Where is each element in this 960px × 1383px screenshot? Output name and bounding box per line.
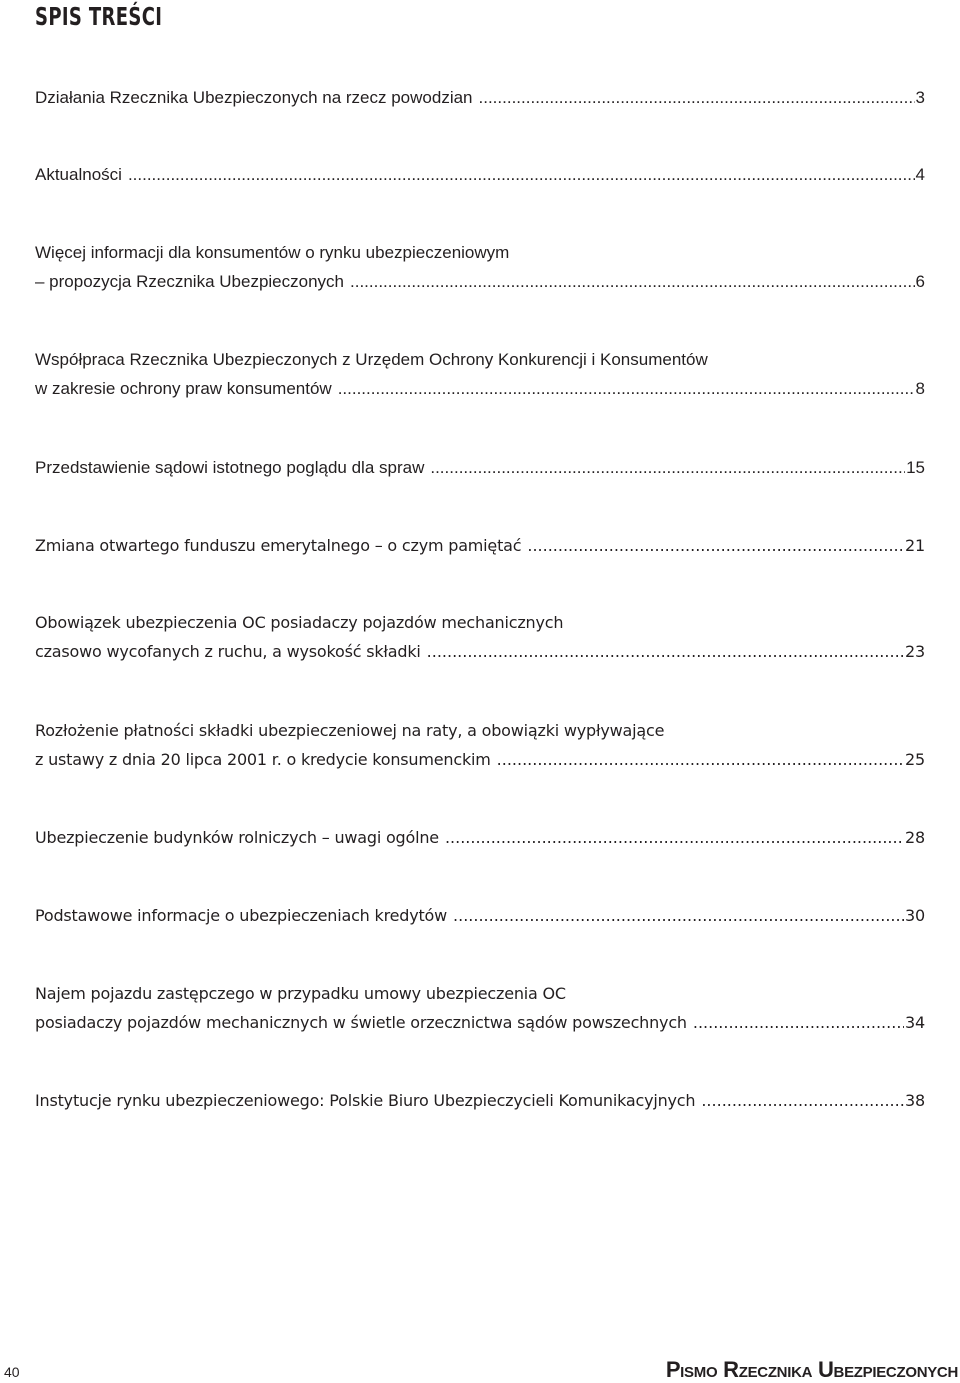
toc-entry-line xyxy=(35,345,925,374)
toc-entry-title: Zmiana otwartego funduszu emerytalnego – o czym pamiętać xyxy=(35,536,522,555)
toc-entry-line xyxy=(35,745,925,774)
toc-entry[interactable] xyxy=(35,1086,925,1115)
toc-page-number: 28 xyxy=(905,828,925,847)
dot-leader xyxy=(497,745,904,774)
dot-leader xyxy=(693,1008,904,1037)
dot-leader xyxy=(128,160,915,189)
dot-leader xyxy=(479,83,915,112)
toc-entry-title: Przedstawienie sądowi istotnego poglądu dla spraw xyxy=(35,458,425,477)
toc-entry[interactable] xyxy=(35,453,925,482)
toc-entry-line xyxy=(35,901,925,930)
toc-entry-line xyxy=(35,453,925,482)
toc-entry[interactable] xyxy=(35,345,925,403)
dot-leader xyxy=(427,637,904,666)
toc-entry-line xyxy=(35,160,925,189)
toc-page-number: 4 xyxy=(915,165,925,184)
toc-entry-title: Ubezpieczenie budynków rolniczych – uwagi ogólne xyxy=(35,828,439,847)
toc-entry-line xyxy=(35,979,925,1008)
toc-entry-line xyxy=(35,1008,925,1037)
toc-entry-title: Działania Rzecznika Ubezpieczonych na rzecz powodzian xyxy=(35,88,473,107)
toc-page-number: 25 xyxy=(905,750,925,769)
toc-entry-title: Instytucje rynku ubezpieczeniowego: Polskie Biuro Ubezpieczycieli Komunikacyjnych xyxy=(35,1091,696,1110)
toc-page-number: 34 xyxy=(905,1013,925,1032)
footer-publication-title: Pismo Rzecznika Ubezpieczonych xyxy=(665,1357,958,1382)
toc-entry-title: Więcej informacji dla konsumentów o rynku ubezpieczeniowym xyxy=(35,243,510,262)
toc-page-number: 6 xyxy=(915,272,925,291)
toc-page-number: 3 xyxy=(915,88,925,107)
dot-leader xyxy=(453,901,904,930)
toc-entry-line xyxy=(35,267,925,296)
toc-page-number: 15 xyxy=(906,458,925,477)
toc-entry-line xyxy=(35,637,925,666)
toc-page-number: 23 xyxy=(905,642,925,661)
toc-entry[interactable] xyxy=(35,160,925,189)
toc-entry[interactable] xyxy=(35,238,925,296)
toc-entry[interactable] xyxy=(35,716,925,774)
toc-entry-line xyxy=(35,1086,925,1115)
toc-page-number: 30 xyxy=(905,906,925,925)
toc-entry-line xyxy=(35,83,925,112)
toc-entry-title: Współpraca Rzecznika Ubezpieczonych z Urzędem Ochrony Konkurencji i Konsumentów xyxy=(35,350,708,369)
page-title: SPIS TREŚCI xyxy=(35,2,163,31)
toc-entry[interactable] xyxy=(35,531,925,560)
toc-entry-title: Obowiązek ubezpieczenia OC posiadaczy pojazdów mechanicznych xyxy=(35,613,564,632)
toc-entry-line xyxy=(35,238,925,267)
toc-entry-title: Najem pojazdu zastępczego w przypadku umowy ubezpieczenia OC xyxy=(35,984,566,1003)
toc-entry-title: Rozłożenie płatności składki ubezpieczeniowej na raty, a obowiązki wypływające xyxy=(35,721,665,740)
dot-leader xyxy=(350,267,915,296)
toc-entry-line xyxy=(35,608,925,637)
toc-entry[interactable] xyxy=(35,823,925,852)
dot-leader xyxy=(430,453,905,482)
toc-entry-title-continued: – propozycja Rzecznika Ubezpieczonych xyxy=(35,272,344,291)
toc-entry-line xyxy=(35,716,925,745)
toc-entry-title-continued: w zakresie ochrony praw konsumentów xyxy=(35,379,332,398)
toc-entry[interactable] xyxy=(35,901,925,930)
toc-page-number: 21 xyxy=(905,536,925,555)
toc-entry-line xyxy=(35,531,925,560)
toc-entry-title-continued: czasowo wycofanych z ruchu, a wysokość składki xyxy=(35,642,421,661)
dot-leader xyxy=(445,823,904,852)
toc-entry-title: Aktualności xyxy=(35,165,122,184)
dot-leader xyxy=(527,531,904,560)
toc-page-number: 8 xyxy=(915,379,925,398)
toc-entry[interactable] xyxy=(35,83,925,112)
toc-entry-line xyxy=(35,823,925,852)
toc-entry-line xyxy=(35,374,925,403)
toc-page-number: 38 xyxy=(905,1091,925,1110)
dot-leader xyxy=(338,374,915,403)
toc-entry-title-continued: posiadaczy pojazdów mechanicznych w świetle orzecznictwa sądów powszechnych xyxy=(35,1013,687,1032)
toc-entry[interactable] xyxy=(35,979,925,1037)
dot-leader xyxy=(701,1086,904,1115)
toc-entry-title-continued: z ustawy z dnia 20 lipca 2001 r. o kredycie konsumenckim xyxy=(35,750,491,769)
toc-entry-title: Podstawowe informacje o ubezpieczeniach kredytów xyxy=(35,906,448,925)
toc-entry[interactable] xyxy=(35,608,925,666)
footer-page-number: 40 xyxy=(4,1364,20,1380)
